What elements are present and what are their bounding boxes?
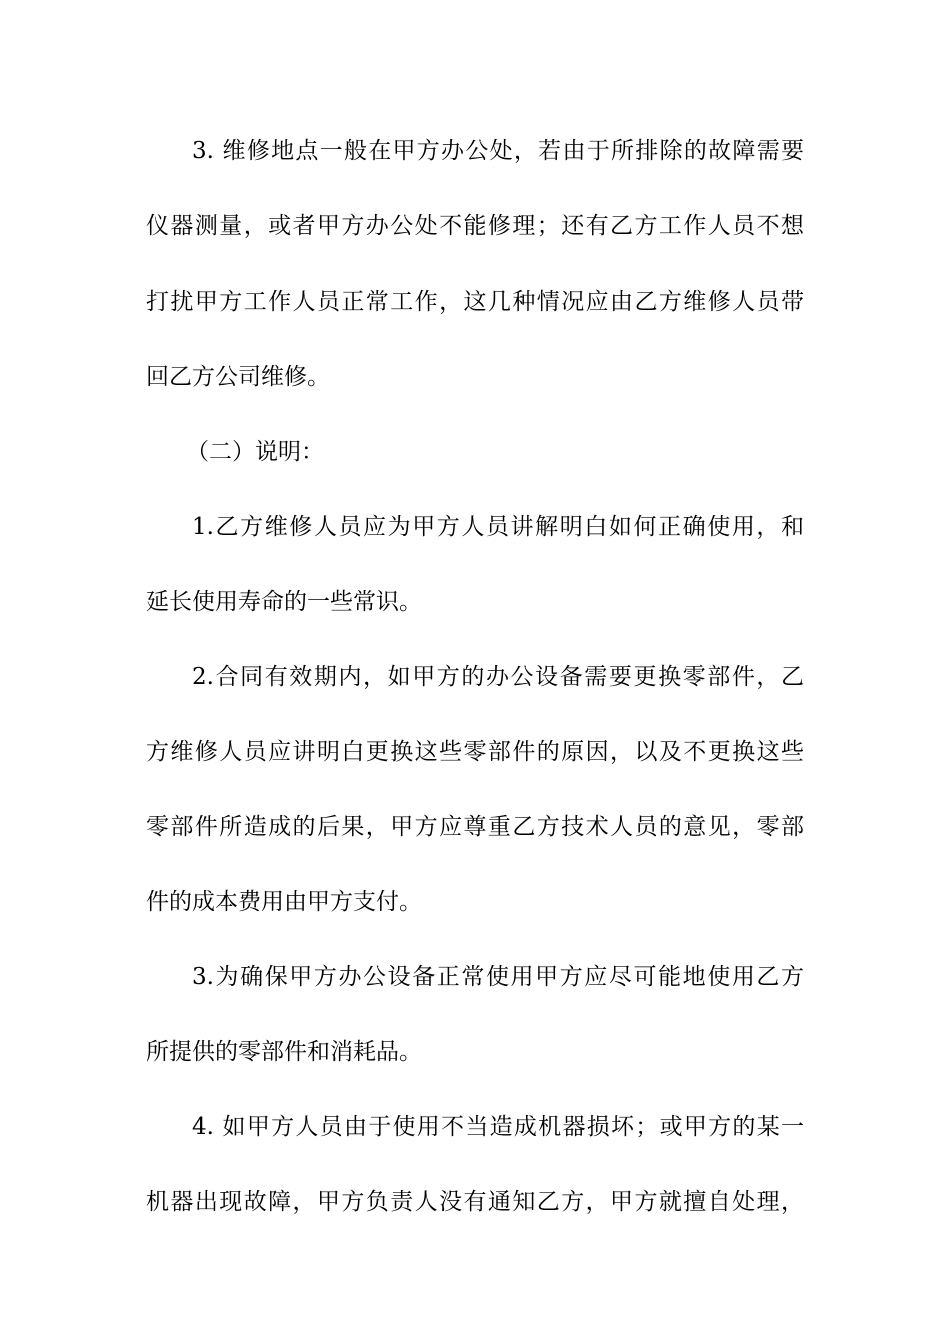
paragraph-line: 4. 如甲方人员由于使用不当造成机器损坏；或甲方的某一 bbox=[192, 1114, 804, 1140]
paragraph-line: 件的成本费用由甲方支付。 bbox=[146, 889, 422, 915]
paragraph-line: 零部件所造成的后果，甲方应尊重乙方技术人员的意见，零部 bbox=[146, 814, 804, 840]
paragraph-line: 1.乙方维修人员应为甲方人员讲解明白如何正确使用，和 bbox=[192, 514, 804, 540]
paragraph-line: 3.为确保甲方办公设备正常使用甲方应尽可能地使用乙方 bbox=[192, 964, 804, 990]
paragraph-line: 所提供的零部件和消耗品。 bbox=[146, 1039, 422, 1065]
paragraph-line: 回乙方公司维修。 bbox=[146, 364, 330, 390]
section-heading: （二）说明： bbox=[186, 439, 324, 465]
paragraph-line: 方维修人员应讲明白更换这些零部件的原因，以及不更换这些 bbox=[146, 739, 804, 765]
paragraph-line: 打扰甲方工作人员正常工作，这几种情况应由乙方维修人员带 bbox=[146, 289, 804, 315]
paragraph-line: 2.合同有效期内，如甲方的办公设备需要更换零部件，乙 bbox=[192, 664, 804, 690]
paragraph-line: 延长使用寿命的一些常识。 bbox=[146, 589, 422, 615]
paragraph-line: 仪器测量，或者甲方办公处不能修理；还有乙方工作人员不想 bbox=[146, 213, 804, 239]
paragraph-line: 机器出现故障，甲方负责人没有通知乙方，甲方就擅自处理， bbox=[146, 1189, 804, 1215]
paragraph-line: 3. 维修地点一般在甲方办公处，若由于所排除的故障需要 bbox=[192, 138, 804, 164]
